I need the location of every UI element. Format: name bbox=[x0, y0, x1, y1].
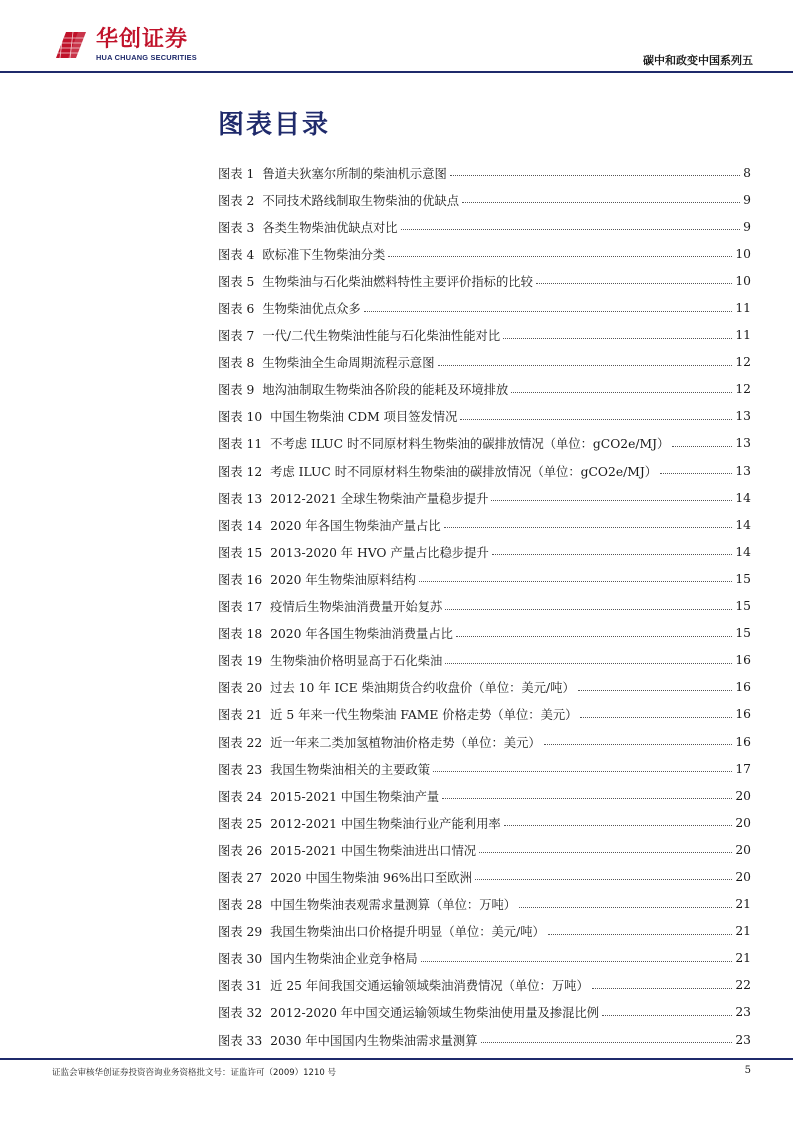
toc-entry-page: 21 bbox=[735, 924, 751, 939]
toc-entry-title: 生物柴油优点众多 bbox=[262, 302, 361, 317]
toc-entry[interactable] bbox=[218, 538, 751, 565]
toc-dot-leader bbox=[481, 1041, 733, 1043]
toc-entry-page: 11 bbox=[735, 301, 751, 316]
toc-entry-page: 10 bbox=[735, 246, 751, 261]
toc-entry[interactable] bbox=[218, 836, 751, 863]
toc-dot-leader bbox=[456, 635, 732, 637]
toc-entry-title: 我国生物柴油相关的主要政策 bbox=[270, 762, 431, 777]
toc-entry[interactable] bbox=[218, 267, 751, 294]
toc-entry[interactable] bbox=[218, 186, 751, 213]
toc-entry-label: 图表 33 bbox=[218, 1033, 263, 1048]
toc-entry-title: 2020 年各国生物柴油消费量占比 bbox=[270, 627, 453, 642]
toc-entry-label: 图表 1 bbox=[218, 166, 255, 181]
toc-entry-page: 16 bbox=[735, 680, 751, 695]
toc-dot-leader bbox=[660, 472, 732, 474]
toc-entry-page: 20 bbox=[735, 842, 751, 857]
report-series-title: 碳中和政变中国系列五 bbox=[643, 54, 753, 67]
toc-entry-label: 图表 30 bbox=[218, 952, 263, 967]
toc-entry-label: 图表 10 bbox=[218, 410, 263, 425]
toc-entry-page: 16 bbox=[735, 653, 751, 668]
toc-entry-title: 2013-2020 年 HVO 产量占比稳步提升 bbox=[270, 545, 489, 560]
toc-entry[interactable] bbox=[218, 782, 751, 809]
toc-entry-title: 2030 年中国国内生物柴油需求量测算 bbox=[270, 1033, 478, 1048]
toc-entry-page: 14 bbox=[735, 517, 751, 532]
toc-entry-title: 2012-2020 年中国交通运输领域生物柴油使用量及掺混比例 bbox=[270, 1006, 600, 1021]
toc-entry-label: 图表 23 bbox=[218, 762, 263, 777]
toc-entry-title: 近一年来二类加氢植物油价格走势（单位：美元） bbox=[270, 735, 541, 750]
toc-entry-page: 14 bbox=[735, 544, 751, 559]
toc-entry-label: 图表 20 bbox=[218, 681, 263, 696]
toc-entry[interactable] bbox=[218, 322, 751, 349]
toc-entry[interactable] bbox=[218, 972, 751, 999]
header-divider bbox=[0, 71, 793, 73]
toc-entry-page: 10 bbox=[735, 273, 751, 288]
toc-dot-leader bbox=[491, 499, 732, 501]
toc-entry[interactable] bbox=[218, 159, 751, 186]
toc-entry-title: 欧标准下生物柴油分类 bbox=[262, 247, 386, 262]
toc-entry[interactable] bbox=[218, 755, 751, 782]
toc-entry-page: 11 bbox=[735, 328, 751, 343]
logo-chinese-name: 华创证券 bbox=[96, 27, 189, 52]
toc-dot-leader bbox=[511, 391, 732, 393]
toc-entry-title: 不考虑 ILUC 时不同原材料生物柴油的碳排放情况（单位：gCO2e/MJ） bbox=[270, 437, 670, 452]
toc-dot-leader bbox=[419, 580, 732, 582]
toc-entry-page: 12 bbox=[735, 382, 751, 397]
toc-entry-label: 图表 16 bbox=[218, 572, 263, 587]
toc-entry-page: 15 bbox=[735, 599, 751, 614]
toc-dot-leader bbox=[421, 960, 733, 962]
toc-entry[interactable] bbox=[218, 809, 751, 836]
toc-dot-leader bbox=[444, 526, 733, 528]
toc-entry-title: 生物柴油价格明显高于石化柴油 bbox=[270, 654, 443, 669]
toc-dot-leader bbox=[504, 824, 733, 826]
toc-entry[interactable] bbox=[218, 647, 751, 674]
toc-entry-label: 图表 28 bbox=[218, 898, 263, 913]
toc-entry-label: 图表 32 bbox=[218, 1006, 263, 1021]
toc-entry-page: 21 bbox=[735, 897, 751, 912]
toc-entry-label: 图表 15 bbox=[218, 545, 263, 560]
toc-entry[interactable] bbox=[218, 1026, 751, 1053]
toc-entry-page: 12 bbox=[735, 355, 751, 370]
toc-dot-leader bbox=[672, 445, 732, 447]
toc-dot-leader bbox=[519, 906, 732, 908]
toc-dot-leader bbox=[479, 851, 732, 853]
toc-entry[interactable] bbox=[218, 728, 751, 755]
toc-entry-page: 20 bbox=[735, 815, 751, 830]
toc-entry-title: 2015-2021 中国生物柴油进出口情况 bbox=[270, 843, 477, 858]
toc-entry-page: 8 bbox=[743, 165, 751, 180]
toc-entry-title: 我国生物柴油出口价格提升明显（单位：美元/吨） bbox=[270, 925, 545, 940]
toc-entry[interactable] bbox=[218, 213, 751, 240]
toc-entry-label: 图表 13 bbox=[218, 491, 263, 506]
toc-dot-leader bbox=[580, 716, 732, 718]
toc-dot-leader bbox=[450, 174, 740, 176]
toc-entry-label: 图表 7 bbox=[218, 329, 255, 344]
toc-dot-leader bbox=[492, 553, 733, 555]
toc-entry-page: 20 bbox=[735, 788, 751, 803]
toc-entry[interactable] bbox=[218, 674, 751, 701]
toc-dot-leader bbox=[544, 743, 733, 745]
toc-entry-page: 15 bbox=[735, 626, 751, 641]
toc-entry-page: 20 bbox=[735, 869, 751, 884]
toc-entry-label: 图表 29 bbox=[218, 925, 263, 940]
toc-dot-leader bbox=[592, 987, 733, 989]
toc-entry-label: 图表 31 bbox=[218, 979, 263, 994]
toc-entry[interactable] bbox=[218, 430, 751, 457]
toc-dot-leader bbox=[388, 255, 732, 257]
toc-entry[interactable] bbox=[218, 294, 751, 321]
toc-dot-leader bbox=[433, 770, 732, 772]
toc-entry-page: 13 bbox=[735, 463, 751, 478]
toc-entry[interactable] bbox=[218, 999, 751, 1026]
toc-entry-page: 15 bbox=[735, 571, 751, 586]
toc-entry[interactable] bbox=[218, 891, 751, 918]
toc-dot-leader bbox=[442, 797, 732, 799]
toc-entry-label: 图表 4 bbox=[218, 247, 255, 262]
toc-entry[interactable] bbox=[218, 701, 751, 728]
toc-entry-label: 图表 6 bbox=[218, 302, 255, 317]
toc-dot-leader bbox=[364, 310, 733, 312]
toc-entry-page: 14 bbox=[735, 490, 751, 505]
toc-entry-page: 13 bbox=[735, 436, 751, 451]
toc-entry[interactable] bbox=[218, 945, 751, 972]
footer-divider bbox=[0, 1058, 793, 1060]
toc-entry-title: 过去 10 年 ICE 柴油期货合约收盘价（单位：美元/吨） bbox=[270, 681, 575, 696]
toc-entry-label: 图表 8 bbox=[218, 356, 255, 371]
toc-entry[interactable] bbox=[218, 484, 751, 511]
toc-entry-title: 一代/二代生物柴油性能与石化柴油性能对比 bbox=[262, 329, 501, 344]
toc-entry[interactable] bbox=[218, 918, 751, 945]
toc-entry-label: 图表 14 bbox=[218, 518, 263, 533]
toc-dot-leader bbox=[438, 364, 733, 366]
toc-entry[interactable] bbox=[218, 620, 751, 647]
toc-title: 图表目录 bbox=[218, 110, 331, 140]
toc-entry-label: 图表 25 bbox=[218, 816, 263, 831]
toc-entry-label: 图表 27 bbox=[218, 870, 263, 885]
toc-entry-label: 图表 11 bbox=[218, 437, 263, 452]
toc-entry-label: 图表 12 bbox=[218, 464, 263, 479]
toc-entry-page: 16 bbox=[735, 707, 751, 722]
toc-dot-leader bbox=[445, 662, 732, 664]
toc-entry-label: 图表 3 bbox=[218, 220, 255, 235]
toc-entry-label: 图表 24 bbox=[218, 789, 263, 804]
toc-entry[interactable] bbox=[218, 511, 751, 538]
toc-entry[interactable] bbox=[218, 403, 751, 430]
toc-entry-title: 考虑 ILUC 时不同原材料生物柴油的碳排放情况（单位：gCO2e/MJ） bbox=[270, 464, 658, 479]
toc-entry-title: 生物柴油全生命周期流程示意图 bbox=[262, 356, 435, 371]
toc-dot-leader bbox=[462, 201, 740, 203]
toc-entry-title: 近 25 年间我国交通运输领域柴油消费情况（单位：万吨） bbox=[270, 979, 589, 994]
toc-entry-page: 16 bbox=[735, 734, 751, 749]
toc-entry-title: 不同技术路线制取生物柴油的优缺点 bbox=[262, 193, 460, 208]
toc-dot-leader bbox=[536, 282, 732, 284]
toc-entry-page: 22 bbox=[735, 978, 751, 993]
toc-entry-label: 图表 18 bbox=[218, 627, 263, 642]
toc-entry-label: 图表 2 bbox=[218, 193, 255, 208]
toc-entry-title: 2012-2021 全球生物柴油产量稳步提升 bbox=[270, 491, 489, 506]
toc-entry-page: 17 bbox=[735, 761, 751, 776]
company-logo bbox=[52, 28, 197, 62]
toc-entry-title: 2012-2021 中国生物柴油行业产能利用率 bbox=[270, 816, 501, 831]
toc-entry-title: 国内生物柴油企业竞争格局 bbox=[270, 952, 418, 967]
toc-entry[interactable] bbox=[218, 593, 751, 620]
toc-entry-title: 2020 年生物柴油原料结构 bbox=[270, 572, 417, 587]
toc-entry[interactable] bbox=[218, 376, 751, 403]
toc-entry-page: 9 bbox=[743, 192, 751, 207]
toc-entry[interactable] bbox=[218, 457, 751, 484]
toc-entry-label: 图表 21 bbox=[218, 708, 263, 723]
toc-entry-title: 2020 中国生物柴油 96%出口至欧洲 bbox=[270, 870, 472, 885]
toc-entry-label: 图表 17 bbox=[218, 600, 263, 615]
toc-entry-label: 图表 5 bbox=[218, 274, 255, 289]
toc-entry-page: 23 bbox=[735, 1032, 751, 1047]
toc-entry-title: 鲁道夫狄塞尔所制的柴油机示意图 bbox=[262, 166, 447, 181]
logo-english-name: HUA CHUANG SECURITIES bbox=[96, 53, 197, 62]
toc-entry-label: 图表 26 bbox=[218, 843, 263, 858]
toc-entry-page: 9 bbox=[743, 219, 751, 234]
license-statement: 证监会审核华创证券投资咨询业务资格批文号：证监许可（2009）1210 号 bbox=[52, 1068, 336, 1078]
toc-entry-page: 13 bbox=[735, 409, 751, 424]
toc-dot-leader bbox=[503, 337, 732, 339]
toc-entry-page: 21 bbox=[735, 951, 751, 966]
page-number: 5 bbox=[744, 1065, 751, 1076]
toc-dot-leader bbox=[578, 689, 733, 691]
toc-entry-title: 中国生物柴油 CDM 项目签发情况 bbox=[270, 410, 458, 425]
toc-entry-title: 近 5 年来一代生物柴油 FAME 价格走势（单位：美元） bbox=[270, 708, 578, 723]
toc-entry-title: 地沟油制取生物柴油各阶段的能耗及环境排放 bbox=[262, 383, 509, 398]
toc-dot-leader bbox=[401, 228, 741, 230]
toc-entry-page: 23 bbox=[735, 1005, 751, 1020]
toc-entry-label: 图表 19 bbox=[218, 654, 263, 669]
toc-entry-title: 生物柴油与石化柴油燃料特性主要评价指标的比较 bbox=[262, 274, 533, 289]
figure-list bbox=[218, 159, 751, 1053]
toc-dot-leader bbox=[475, 878, 732, 880]
logo-mark-icon bbox=[52, 28, 90, 62]
toc-dot-leader bbox=[602, 1014, 732, 1016]
toc-entry-title: 中国生物柴油表观需求量测算（单位：万吨） bbox=[270, 898, 517, 913]
toc-entry-title: 疫情后生物柴油消费量开始复苏 bbox=[270, 600, 443, 615]
toc-entry[interactable] bbox=[218, 863, 751, 890]
toc-entry-title: 2020 年各国生物柴油产量占比 bbox=[270, 518, 441, 533]
toc-entry-title: 2015-2021 中国生物柴油产量 bbox=[270, 789, 440, 804]
toc-entry-label: 图表 22 bbox=[218, 735, 263, 750]
toc-dot-leader bbox=[460, 418, 732, 420]
toc-entry-title: 各类生物柴油优缺点对比 bbox=[262, 220, 398, 235]
toc-entry-label: 图表 9 bbox=[218, 383, 255, 398]
toc-entry[interactable] bbox=[218, 565, 751, 592]
toc-dot-leader bbox=[445, 608, 732, 610]
toc-entry[interactable] bbox=[218, 240, 751, 267]
toc-dot-leader bbox=[548, 933, 733, 935]
toc-entry[interactable] bbox=[218, 349, 751, 376]
